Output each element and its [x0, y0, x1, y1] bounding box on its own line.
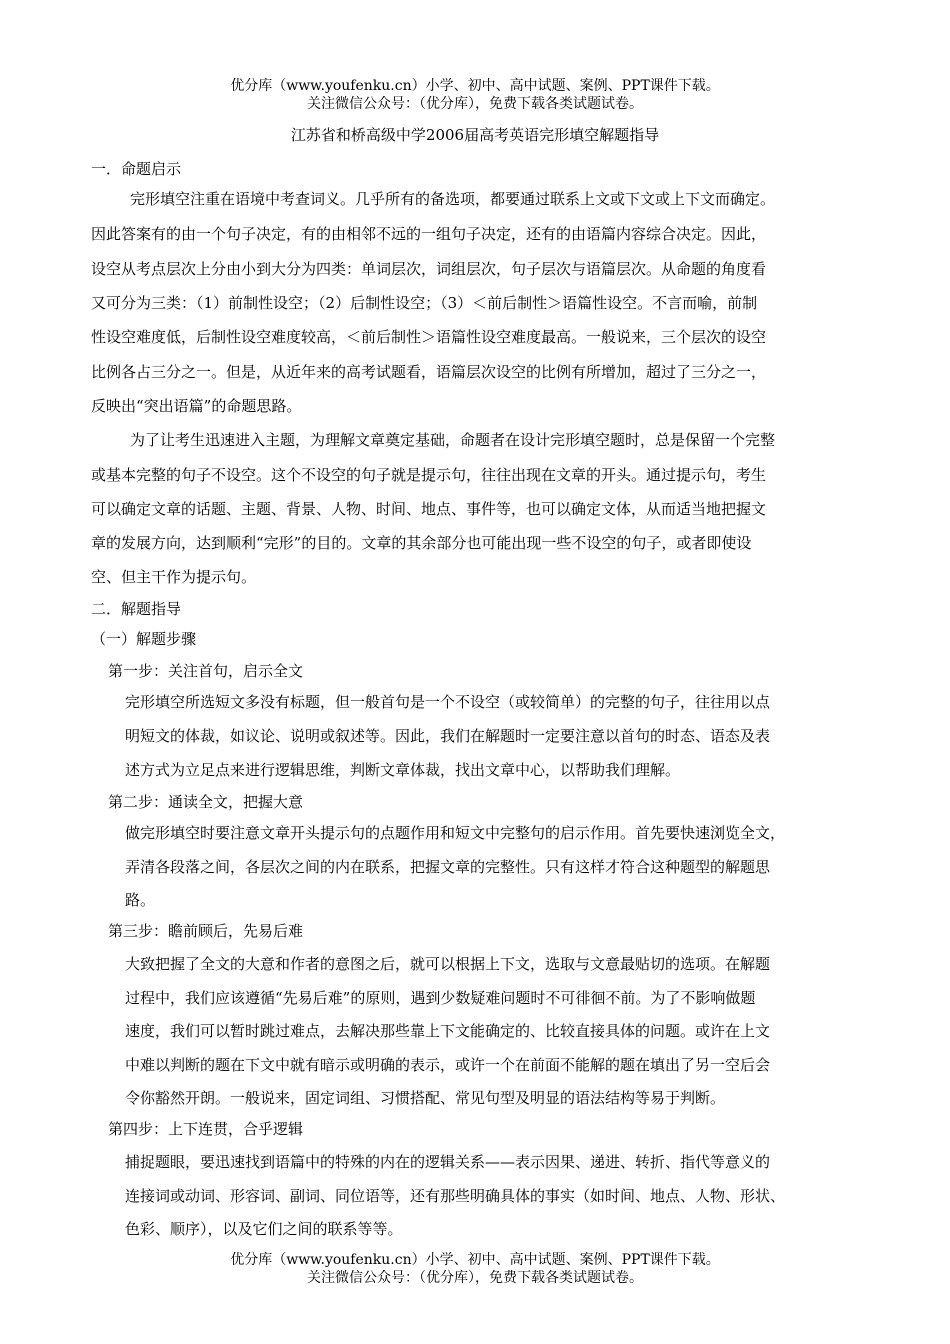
header-line-2: 关注微信公众号：（优分库），免费下载各类试题试卷。 [307, 96, 643, 112]
footer-line-2: 关注微信公众号：（优分库），免费下载各类试题试卷。 [307, 1270, 643, 1286]
step-line: 做完形填空时要注意文章开头提示句的点题作用和短文中完整句的启示作用。首先要快速浏览全文， [125, 824, 786, 842]
step-2-title: 第二步：通读全文，把握大意 [108, 793, 304, 811]
paragraph-line: 又可分为三类：（1）前制性设空；（2）后制性设空；（3）＜前后制性＞语篇性设空。不言而喻，前制 [91, 294, 758, 312]
step-line: 令你豁然开朗。一般说来，固定词组、习惯搭配、常见句型及明显的语法结构等易于判断。 [125, 1089, 726, 1107]
step-line: 过程中，我们应该遵循“先易后难”的原则，遇到少数疑难问题时不可徘徊不前。为了不影响做题 [125, 989, 756, 1007]
paragraph-line: 比例各占三分之一。但是，从近年来的高考试题看，语篇层次设空的比例有所增加，超过了三分之一， [91, 363, 767, 381]
step-line: 连接词或动词、形容词、副词、同位语等，还有那些明确具体的事实（如时间、地点、人物、形状、 [125, 1187, 786, 1205]
paragraph-line: 因此答案有的由一个句子决定，有的由相邻不远的一组句子决定，还有的由语篇内容综合决定。因此， [91, 225, 767, 243]
step-1-title: 第一步：关注首句，启示全文 [108, 662, 304, 680]
subsection-heading: （一）解题步骤 [91, 630, 197, 648]
step-line: 捕捉题眼，要迅速找到语篇中的特殊的内在的逻辑关系——表示因果、递进、转折、指代等意义的 [125, 1153, 771, 1171]
step-line: 述方式为立足点来进行逻辑思维，判断文章体裁，找出文章中心，以帮助我们理解。 [125, 761, 681, 779]
paragraph-line: 设空从考点层次上分由小到大分为四类：单词层次，词组层次，句子层次与语篇层次。从命题的角度看 [91, 260, 767, 278]
header-line-1: 优分库（www.youfenku.cn）小学、初中、高中试题、案例、PPT课件下载。 [230, 78, 720, 94]
paragraph-line: 或基本完整的句子不设空。这个不设空的句子就是提示句，往往出现在文章的开头。通过提示句，考生 [91, 466, 767, 484]
step-line: 色彩、顺序），以及它们之间的联系等等。 [125, 1220, 403, 1238]
step-line: 明短文的体裁，如议论、说明或叙述等。因此，我们在解题时一定要注意以首句的时态、语态及表 [125, 727, 771, 745]
step-line: 大致把握了全文的大意和作者的意图之后，就可以根据上下文，选取与文意最贴切的选项。在解题 [125, 955, 771, 973]
step-line: 速度，我们可以暂时跳过难点，去解决那些靠上下文能确定的、比较直接具体的问题。或许在上文 [125, 1022, 771, 1040]
document-title: 江苏省和桥高级中学2006届高考英语完形填空解题指导 [290, 126, 660, 144]
section-1-heading: 一．命题启示 [91, 160, 182, 178]
paragraph-line: 可以确定文章的话题、主题、背景、人物、时间、地点、事件等，也可以确定文体，从而适当地把握文 [91, 500, 767, 518]
step-line: 路。 [125, 891, 156, 909]
step-4-title: 第四步：上下连贯，合乎逻辑 [108, 1120, 304, 1138]
paragraph-line: 性设空难度低，后制性设空难度较高，＜前后制性＞语篇性设空难度最高。一般说来，三个层次的设空 [91, 328, 767, 346]
paragraph-line: 反映出“突出语篇”的命题思路。 [91, 397, 302, 415]
paragraph-line: 为了让考生迅速进入主题，为理解文章奠定基础，命题者在设计完形填空题时，总是保留一个完整 [130, 431, 776, 449]
paragraph-line: 章的发展方向，达到顺利“完形”的目的。文章的其余部分也可能出现一些不设空的句子，或者即使设 [91, 534, 752, 552]
paragraph-line: 空、但主干作为提示句。 [91, 568, 257, 586]
step-3-title: 第三步：瞻前顾后，先易后难 [108, 922, 304, 940]
paragraph-line: 完形填空注重在语境中考查词义。几乎所有的备选项，都要通过联系上文或下文或上下文而确定。 [130, 190, 776, 208]
step-line: 弄清各段落之间，各层次之间的内在联系，把握文章的完整性。只有这样才符合这种题型的解题思 [125, 858, 771, 876]
section-2-heading: 二．解题指导 [91, 600, 182, 618]
step-line: 完形填空所选短文多没有标题，但一般首句是一个不设空（或较简单）的完整的句子，往往用以点 [125, 693, 771, 711]
step-line: 中难以判断的题在下文中就有暗示或明确的表示，或许一个在前面不能解的题在填出了另一空后会 [125, 1056, 771, 1074]
footer-line-1: 优分库（www.youfenku.cn）小学、初中、高中试题、案例、PPT课件下载。 [230, 1252, 720, 1268]
